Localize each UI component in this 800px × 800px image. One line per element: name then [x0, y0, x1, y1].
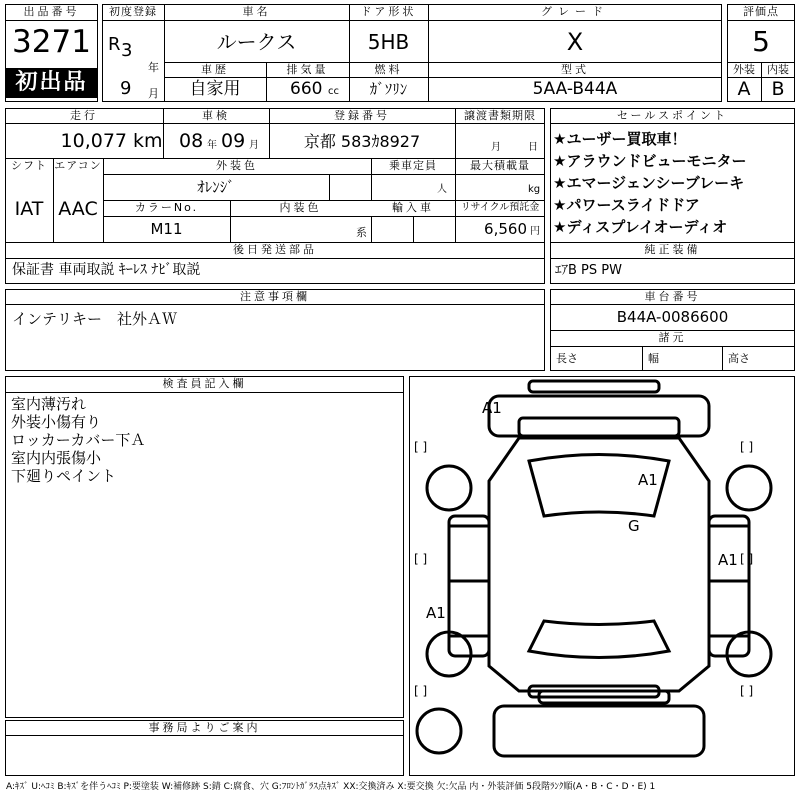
car-name: ルークス — [216, 30, 297, 54]
interior-color-unit: 系 — [356, 226, 367, 239]
lot-number-label: 出品番号 — [23, 5, 80, 18]
exterior-color: ｵﾚﾝｼﾞ — [197, 178, 235, 196]
inspection-year: 08 — [179, 130, 204, 152]
score: 5 — [752, 25, 770, 58]
history-label: 車歴 — [201, 63, 229, 76]
chassis-number: B44A-0086600 — [616, 308, 729, 326]
plate-number: 京都 583ｶ8927 — [303, 132, 421, 151]
notes-label: 注意事項欄 — [240, 290, 310, 303]
bracket-mark: [ ] — [740, 684, 754, 698]
inspection-year-unit: 年 — [207, 140, 217, 151]
inspector-line: ロッカーカバー下Ａ — [11, 431, 146, 449]
recycle-fee-label: リサイクル預託金 — [460, 202, 540, 213]
capacity-unit: 人 — [437, 184, 447, 195]
bracket-mark: [ ] — [740, 552, 754, 566]
sales-point-item: ★ユーザー買取車！ — [553, 130, 687, 148]
recycle-fee: 6,560 — [484, 220, 527, 238]
sales-point-item: ★パワースライドドア — [553, 196, 700, 214]
model-code: 5AA-B44A — [532, 79, 618, 99]
first-reg-label: 初度登録 — [109, 5, 157, 18]
damage-mark: A1 — [426, 604, 446, 622]
displacement-unit: cc — [328, 86, 339, 97]
interior-color-label: 内装色 — [279, 201, 322, 214]
color-number-label: カラーNo. — [134, 201, 199, 214]
ext-grade-label: 外装 — [733, 63, 755, 76]
fuel: ｶﾞｿﾘﾝ — [369, 80, 408, 98]
recycle-fee-unit: 円 — [530, 226, 540, 237]
car-diagram — [409, 376, 795, 776]
damage-mark: A1 — [718, 551, 738, 569]
car-name-label: 車名 — [242, 5, 271, 18]
height-label: 高さ — [728, 352, 750, 365]
office-notice-label: 事務局よりご案内 — [148, 721, 261, 734]
door-label: ドア形状 — [360, 5, 417, 18]
inspector-line: 室内薄汚れ — [11, 395, 87, 413]
transfer-month-unit: 月 — [491, 142, 501, 153]
specs-label: 諸元 — [658, 331, 687, 344]
history: 自家用 — [189, 79, 241, 99]
inspection-label: 車検 — [202, 109, 230, 122]
ac-label: エアコン — [54, 159, 102, 172]
sales-point-item: ★ディスプレイオーディオ — [553, 218, 728, 236]
import-label: 輸入車 — [392, 201, 434, 214]
length-label: 長さ — [556, 352, 578, 365]
bracket-mark: [ ] — [414, 684, 428, 698]
damage-mark: A1 — [638, 471, 658, 489]
model-label: 型式 — [561, 63, 589, 76]
later-parts: 保証書 車両取説 ｷｰﾚｽ ﾅﾋﾞ取説 — [12, 262, 201, 278]
lot-number: 3271 — [12, 24, 91, 60]
inspection-month-unit: 月 — [249, 140, 259, 151]
first-listing-badge: 初出品 — [6, 68, 97, 98]
standard-equipment: ｴｱB PS PW — [555, 263, 622, 278]
air-conditioner: AAC — [58, 198, 98, 220]
legend: A:ｷｽﾞ U:ﾍｺﾐ B:ｷｽﾞを伴うﾍｺﾐ P:要塗装 W:補修跡 S:錆 C:腐食、穴 G:ﾌﾛﾝﾄｶﾞﾗｽ点ｷｽﾞ XX:交換済み X:要交換 欠:欠品 内・外装評価 5段階ﾗﾝｸ順(A・B・C・D・E) 1 — [6, 782, 656, 792]
inspector-line: 下廻りペイント — [11, 467, 117, 485]
shift-label: シフト — [11, 159, 47, 172]
reg-year: 3 — [121, 40, 133, 61]
car-outline-icon — [409, 376, 795, 776]
ext-grade: A — [737, 78, 751, 100]
shift: IAT — [14, 198, 44, 220]
mileage-label: 走行 — [70, 109, 98, 122]
year-unit: 年 — [148, 61, 159, 74]
inspector-line: 外装小傷有り — [11, 413, 102, 431]
exterior-color-label: 外装色 — [216, 159, 258, 172]
color-number: M11 — [150, 220, 183, 238]
bracket-mark: [ ] — [414, 552, 428, 566]
reg-month: 9 — [120, 78, 132, 99]
inspector-label: 検査員記入欄 — [162, 377, 247, 390]
int-grade: B — [771, 78, 785, 100]
grade-label: グレード — [541, 5, 609, 18]
door-type: 5HB — [367, 30, 410, 54]
max-load-unit: kg — [528, 184, 541, 195]
displacement-label: 排気量 — [286, 63, 329, 76]
displacement: 660 — [290, 79, 323, 99]
inspection-month: 09 — [221, 130, 246, 152]
inspector-line: 室内内張傷小 — [11, 449, 102, 467]
chassis-number-label: 車台番号 — [644, 290, 701, 303]
mileage-unit: km — [133, 130, 163, 152]
month-unit: 月 — [148, 87, 159, 100]
standard-equipment-label: 純正装備 — [644, 243, 701, 256]
sales-point-label: セールスポイント — [616, 109, 728, 122]
later-parts-label: 後日発送部品 — [233, 243, 317, 256]
fuel-label: 燃料 — [374, 63, 403, 76]
width-label: 幅 — [648, 352, 659, 365]
bracket-mark: [ ] — [414, 440, 428, 454]
grade: X — [566, 28, 584, 56]
transfer-day-unit: 日 — [528, 142, 538, 153]
notes: インテリキー 社外ＡＷ — [12, 310, 178, 328]
max-load-label: 最大積載量 — [470, 159, 530, 172]
mileage: 10,077 — [60, 130, 127, 152]
sales-point-item: ★エマージェンシーブレーキ — [553, 174, 745, 192]
score-label: 評価点 — [743, 5, 779, 18]
damage-mark: A1 — [482, 399, 502, 417]
transfer-deadline-label: 譲渡書類期限 — [464, 109, 536, 122]
bracket-mark: [ ] — [740, 440, 754, 454]
era: R — [108, 34, 121, 55]
capacity-label: 乗車定員 — [389, 159, 437, 172]
int-grade-label: 内装 — [767, 63, 789, 76]
sales-point-item: ★アラウンドビューモニター — [553, 152, 747, 170]
plate-label: 登録番号 — [334, 109, 390, 122]
damage-mark: G — [628, 517, 640, 535]
